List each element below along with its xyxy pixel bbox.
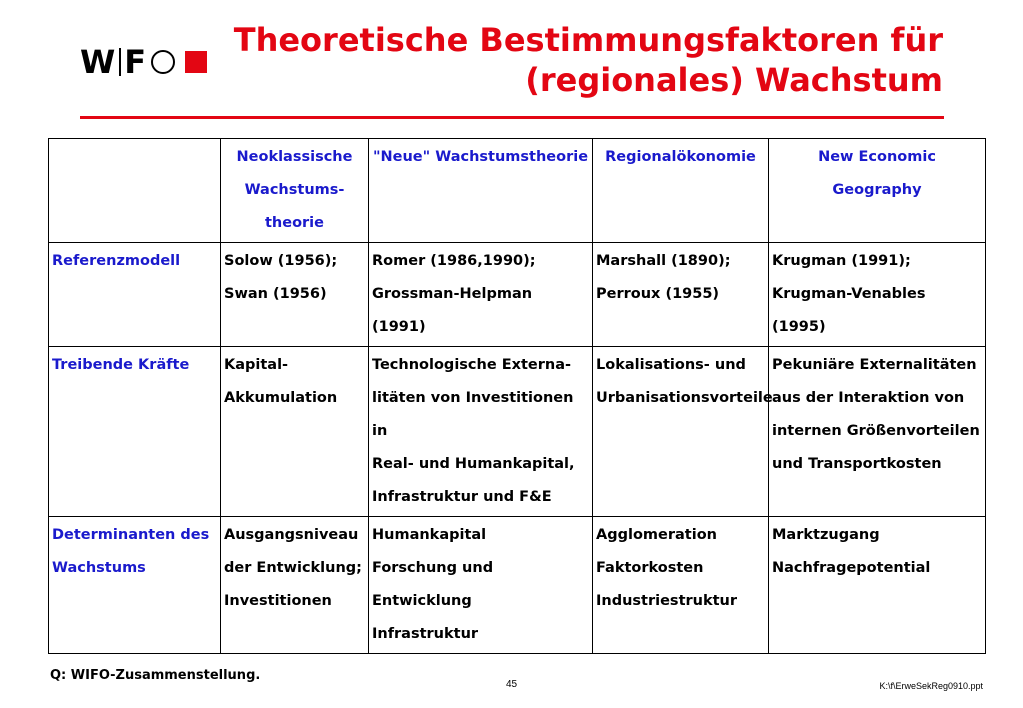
logo-letter-w: W — [80, 43, 117, 81]
header-cell-new-economic-geography: New Economic Geography — [769, 139, 986, 243]
row-header-referenzmodell: Referenzmodell — [49, 243, 221, 347]
header-cell-neoklassische: Neoklassische Wachstums- theorie — [221, 139, 369, 243]
logo-bar — [119, 48, 121, 76]
table-cell: Marshall (1890); Perroux (1955) — [593, 243, 769, 347]
row-header-treibende-kraefte: Treibende Kräfte — [49, 347, 221, 517]
logo-circle-icon — [151, 50, 175, 74]
table-cell: Pekuniäre Externalitäten aus der Interaktion von internen Größenvorteilen und Transportkosten — [769, 347, 986, 517]
table-cell: Marktzugang Nachfragepotential — [769, 517, 986, 654]
wifo-logo — [80, 44, 207, 80]
table-cell: Technologische Externa- litäten von Investitionen in Real- und Humankapital, Infrastruktur und F&E — [369, 347, 593, 517]
title-line-1: Theoretische Bestimmungsfaktoren für — [233, 21, 943, 59]
table-cell: Solow (1956); Swan (1956) — [221, 243, 369, 347]
source-note: Q: WIFO-Zusammenstellung. — [50, 668, 261, 683]
title-divider — [80, 116, 944, 119]
logo-letter-f: F — [124, 43, 148, 81]
file-reference: K:\f\ErweSekReg0910.ppt — [879, 681, 983, 691]
header-cell-empty — [49, 139, 221, 243]
table-cell: Ausgangsniveau der Entwicklung; Investitionen — [221, 517, 369, 654]
row-header-determinanten: Determinanten des Wachstums — [49, 517, 221, 654]
table-header-row — [49, 139, 986, 243]
page-title — [234, 20, 943, 100]
header-cell-neue-wachstumstheorie: "Neue" Wachstumstheorie — [369, 139, 593, 243]
comparison-table — [48, 138, 986, 654]
table-cell: Kapital- Akkumulation — [221, 347, 369, 517]
table-cell: Agglomeration Faktorkosten Industriestruktur — [593, 517, 769, 654]
table-cell: Humankapital Forschung und Entwicklung Infrastruktur — [369, 517, 593, 654]
page-number: 45 — [506, 679, 518, 690]
table-cell: Romer (1986,1990); Grossman-Helpman (1991) — [369, 243, 593, 347]
table-cell: Krugman (1991); Krugman-Venables (1995) — [769, 243, 986, 347]
table-row — [49, 517, 986, 654]
table-row — [49, 347, 986, 517]
header-cell-regionaloekonomie: Regionalökonomie — [593, 139, 769, 243]
title-line-2: (regionales) Wachstum — [525, 61, 943, 99]
logo-red-square-icon — [185, 51, 207, 73]
table-row — [49, 243, 986, 347]
table-cell: Lokalisations- und Urbanisationsvorteile — [593, 347, 769, 517]
